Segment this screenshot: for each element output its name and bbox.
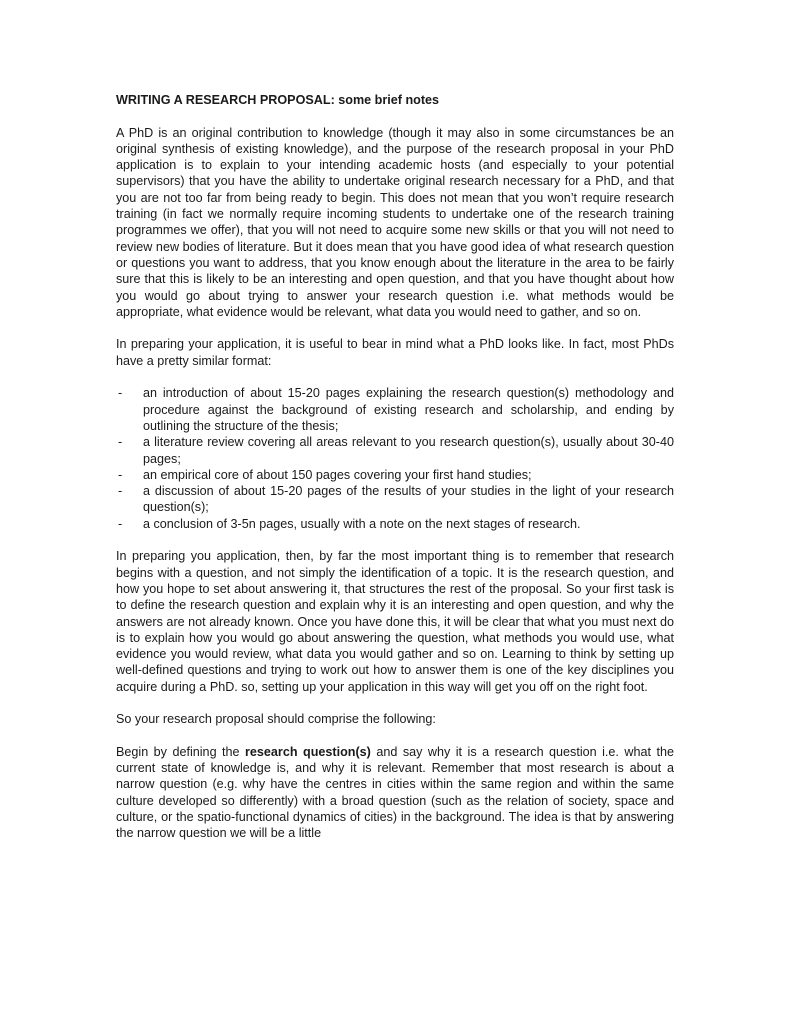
- list-item: [116, 467, 674, 483]
- list-dash: -: [118, 435, 123, 450]
- list-item: [116, 434, 674, 467]
- list-dash: -: [118, 484, 123, 499]
- list-item-text: an introduction of about 15-20 pages explaining the research question(s) methodology and procedure against the background of existing research and scholarship, and ending by outlining the structure of the thesis;: [143, 386, 674, 433]
- list-item-text: a literature review covering all areas relevant to you research question(s), usually about 30-40 pages;: [143, 435, 674, 466]
- document-page: [116, 92, 674, 858]
- document-title: WRITING A RESEARCH PROPOSAL: some brief notes: [116, 93, 440, 107]
- paragraph-text-end: and say why it is a research question i.e. what the current state of knowledge is, and why it is relevant. Remember that most research is about a narrow question (e.g. why have the centres in cities within the same region and within the same culture developed so differently) with a broad question (such as the relation of society, space and culture, or the spatio-functional dynamics of cities) in the background. The idea is that by answering the narrow question we will be a little: [116, 744, 674, 841]
- list-item-text: an empirical core of about 150 pages covering your first hand studies;: [143, 467, 532, 482]
- bold-research-questions: research question(s): [245, 744, 371, 759]
- list-item-text: a conclusion of 3-5n pages, usually with a note on the next stages of research.: [143, 516, 581, 531]
- paragraph-text-start: Begin by defining the: [116, 744, 246, 759]
- list-item: [116, 385, 674, 434]
- list-item-text: a discussion of about 15-20 pages of the results of your studies in the light of your research question(s);: [143, 484, 674, 515]
- paragraph-phd-format-intro: In preparing your application, it is useful to bear in mind what a PhD looks like. In fact, most PhDs have a pretty similar format:: [116, 337, 674, 368]
- paragraph-proposal-comprise: So your research proposal should comprise the following:: [116, 712, 436, 727]
- list-dash: -: [118, 386, 123, 401]
- paragraph-define-question: [116, 744, 674, 842]
- paragraph-research-question: In preparing you application, then, by far the most important thing is to remember that research begins with a question, and not simply the identification of a topic. It is the research question, and how you hope to set about answering it, that structures the rest of the proposal. So your first task is to define the research question and explain why it is an interesting and open question, and why the answers are not already known. Once you have done this, it will be clear that what you must next do is to explain how you would go about answering the question, what methods you would use, what evidence you would review, what data you would gather and so on. Learning to think by setting up well-defined questions and trying to work out how to answer them is one of the key disciplines you acquire during a PhD. so, setting up your application in this way will get you off on the right foot.: [116, 549, 674, 694]
- phd-format-list: [116, 385, 674, 532]
- list-item: [116, 483, 674, 516]
- list-dash: -: [118, 467, 123, 482]
- list-item: [116, 516, 674, 532]
- list-dash: -: [118, 516, 123, 531]
- paragraph-phd-definition: A PhD is an original contribution to knowledge (though it may also in some circumstances be an original synthesis of existing knowledge), and the purpose of the research proposal in your PhD application is to explain to your intending academic hosts (and especially to your potential supervisors) that you have the ability to undertake original research necessary for a PhD, and that you are not too far from being ready to begin. This does not mean that you won’t require research training (in fact we normally require incoming students to undertake one of the research training programmes we offer), that you will not need to acquire some new skills or that you will not need to review new bodies of literature. But it does mean that you have good idea of what research question or questions you want to address, that you know enough about the literature in the area to be fairly sure that this is likely to be an interesting and open question, and that you have thought about how you would go about trying to answer your research question i.e. what methods would be appropriate, what evidence would be relevant, what data you would need to gather, and so on.: [116, 125, 674, 319]
